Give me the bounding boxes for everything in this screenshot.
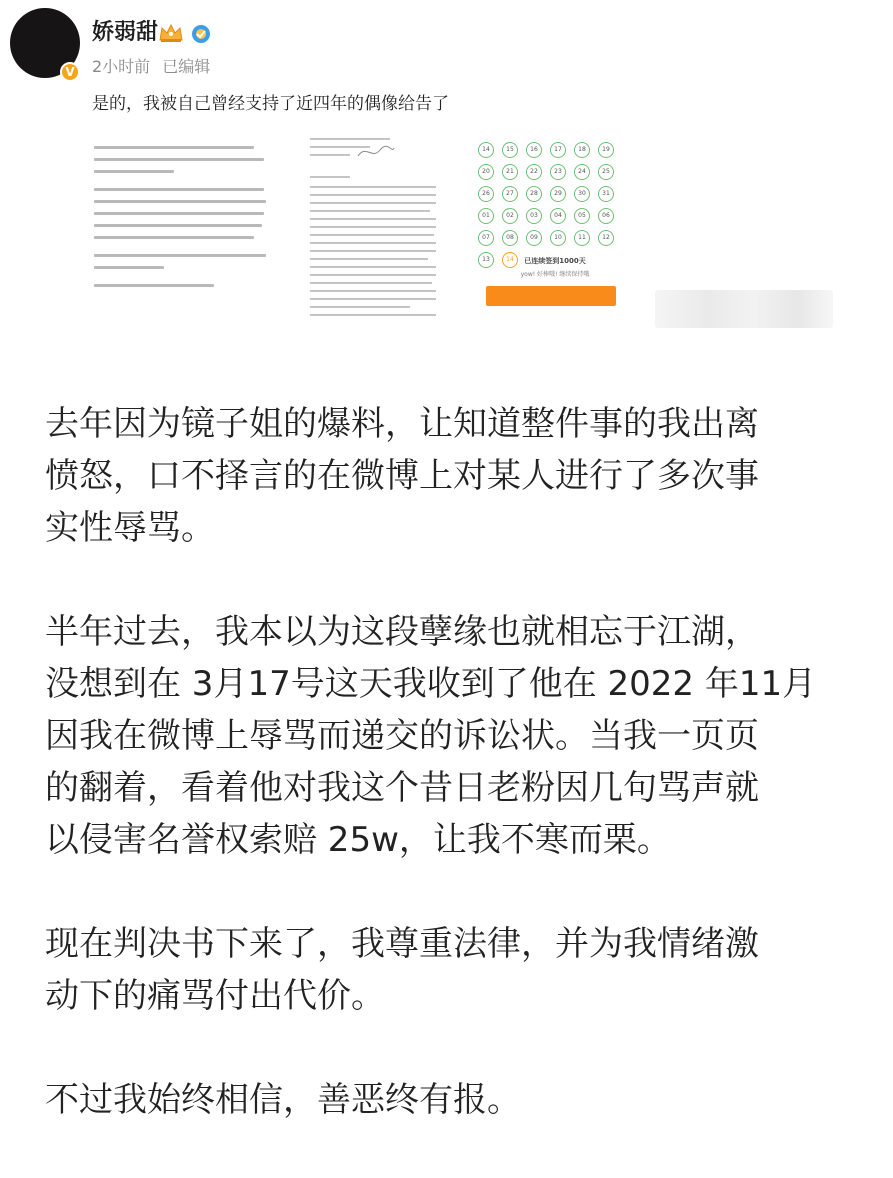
calendar-day: 29 (550, 186, 566, 202)
calendar-day: 15 (502, 142, 518, 158)
calendar-day: 23 (550, 164, 566, 180)
post-time: 2小时前 (92, 57, 151, 76)
calendar-day: 08 (502, 230, 518, 246)
calendar-day: 06 (598, 208, 614, 224)
calendar-day: 02 (502, 208, 518, 224)
crown-icon (158, 22, 184, 44)
calendar-day: 01 (478, 208, 494, 224)
calendar-day: 11 (574, 230, 590, 246)
calendar-day: 10 (550, 230, 566, 246)
calendar-day: 14 (478, 142, 494, 158)
username[interactable]: 娇弱甜 (92, 20, 159, 45)
calendar-day: 07 (478, 230, 494, 246)
calendar-day: 13 (478, 252, 494, 268)
calendar-caption: 已连续签到1000天 (524, 257, 586, 265)
post-paragraph-1: 去年因为镜子姐的爆料，让知道整件事的我出离 愤怒，口不择言的在微博上对某人进行了多次事 实性辱骂。 (45, 404, 759, 548)
calendar-day: 21 (502, 164, 518, 180)
calendar-day: 19 (598, 142, 614, 158)
edited-label: 已编辑 (162, 57, 211, 76)
post-paragraph-2: 半年过去，我本以为这段孽缘也就相忘于江湖， 没想到在 3月17号这天我收到了他在 2022 年11月 因我在微博上辱骂而递交的诉讼状。当我一页页 的翻着，看着他对我这个昔日老粉因几句骂声就 以侵害名誉权索赔 25w，让我不寒而栗。 (45, 612, 817, 860)
thumbnail-legal-document[interactable] (296, 128, 446, 328)
calendar-day: 14 (502, 252, 518, 268)
thumbnail-text-screenshot[interactable] (88, 128, 278, 328)
post-intro-text: 是的，我被自己曾经支持了近四年的偶像给告了 (92, 94, 449, 114)
post-paragraph-3: 现在判决书下来了，我尊重法律，并为我情绪激 动下的痛骂付出代价。 (45, 924, 759, 1016)
post-header (0, 0, 893, 90)
calendar-day: 26 (478, 186, 494, 202)
post-paragraph-4: 不过我始终相信，善恶终有报。 (45, 1080, 521, 1120)
calendar-day: 17 (550, 142, 566, 158)
calendar-day: 30 (574, 186, 590, 202)
calendar-day: 24 (574, 164, 590, 180)
thumbnail-checkin-calendar[interactable] (470, 128, 640, 328)
calendar-day: 28 (526, 186, 542, 202)
calendar-day: 16 (526, 142, 542, 158)
image-thumbnails (88, 128, 848, 328)
calendar-sub-caption: yow! 好棒哦! 继续保持哦 (520, 271, 590, 278)
calendar-day: 04 (550, 208, 566, 224)
calendar-action-button (486, 286, 616, 306)
signature-scribble (356, 142, 396, 162)
post-body (45, 398, 865, 1178)
verified-blue-icon (191, 24, 211, 44)
calendar-day: 05 (574, 208, 590, 224)
calendar-day: 12 (598, 230, 614, 246)
calendar-day: 31 (598, 186, 614, 202)
calendar-day: 25 (598, 164, 614, 180)
calendar-day: 27 (502, 186, 518, 202)
calendar-day: 22 (526, 164, 542, 180)
blurred-watermark (655, 290, 833, 328)
calendar-day: 18 (574, 142, 590, 158)
calendar-day: 20 (478, 164, 494, 180)
calendar-day: 09 (526, 230, 542, 246)
post-meta (92, 57, 222, 77)
verified-badge: V (60, 62, 80, 82)
calendar-day: 03 (526, 208, 542, 224)
